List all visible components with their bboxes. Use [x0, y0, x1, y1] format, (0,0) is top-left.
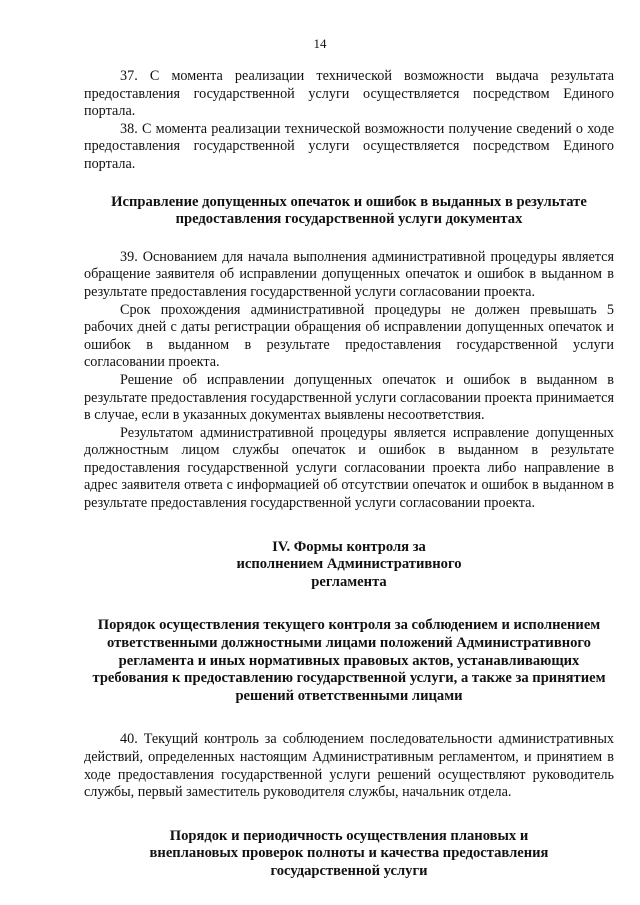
paragraph-38: 38. С момента реализации технической возможности получение сведений о ходе предоставления государственной услуги осуществляется посредством Единого портала.: [84, 120, 614, 172]
paragraph-39-decision: Решение об исправлении допущенных опечаток и ошибок в выданном в результате предоставления государственной услуги согласовании проекта принимается в случае, если в указанных документах выявлены несоответствия.: [84, 371, 614, 424]
heading-section-4: IV. Формы контроля за исполнением Административного регламента: [236, 538, 462, 590]
paragraph-39-result: Результатом административной процедуры является исправление допущенных должностным лицом службы опечаток и ошибок в выданном в результате предоставления государственной услуги согласовании проекта либо направление в адрес заявителя ответа с информацией об отсутствии опечаток и ошибок в выданном в результате предоставления государственной услуги согласовании проекта.: [84, 424, 614, 512]
paragraph-39-term: Срок прохождения административной процедуры не должен превышать 5 рабочих дней с даты регистрации обращения об исправлении допущенных опечаток и ошибок в выданном в результате предоставления государственной услуги согласовании проекта.: [84, 301, 614, 371]
heading-current-control: Порядок осуществления текущего контроля за соблюдением и исполнением ответственными должностными лицами положений Административного регламента и иных нормативных правовых актов, устанавливающих требования к предоставлению государственной услуги, а также за принятием решений ответственными лицами: [92, 617, 606, 704]
heading-inspections: Порядок и периодичность осуществления плановых и внеплановых проверок полноты и качества предоставления государственной услуги: [149, 827, 549, 879]
page-number: 14: [313, 36, 327, 51]
page-content: [84, 68, 614, 881]
paragraph-37: 37. С момента реализации технической возможности выдача результата предоставления государственной услуги осуществляется посредством Единого портала.: [84, 68, 614, 120]
paragraph-40: 40. Текущий контроль за соблюдением последовательности административных действий, определенных настоящим Административным регламентом, и принятием в ходе предоставления государственной услуги решений осуществляют руководитель службы, первый заместитель руководителя службы, начальник отдела.: [84, 731, 614, 801]
heading-corrections: Исправление допущенных опечаток и ошибок в выданных в результате предоставления государственной услуги документах: [111, 193, 587, 228]
paragraph-39: 39. Основанием для начала выполнения административной процедуры является обращение заявителя об исправлении допущенных опечаток и ошибок в выданном в результате предоставления государственной услуги согласовании проекта.: [84, 248, 614, 300]
